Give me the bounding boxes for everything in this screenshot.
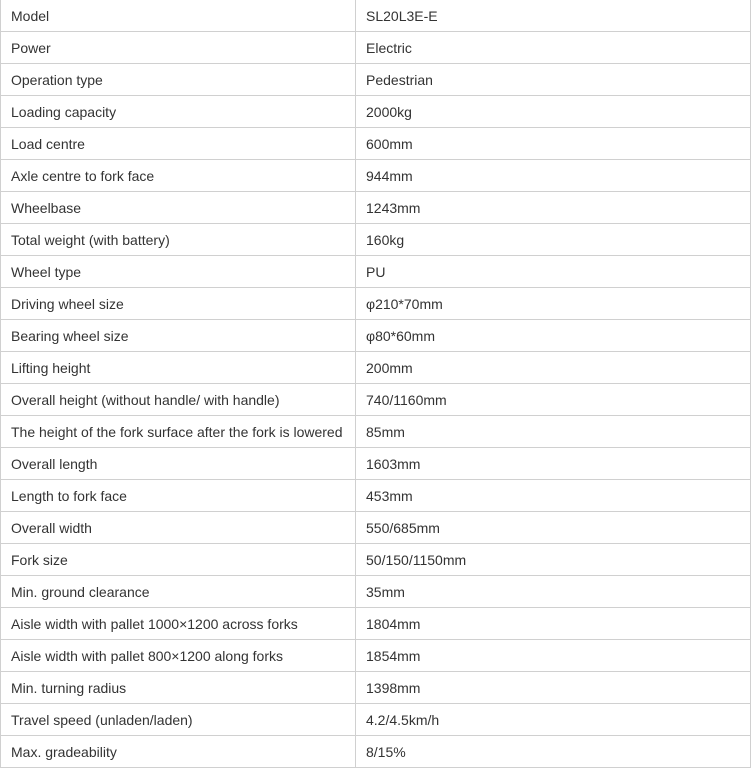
spec-value: 160kg: [356, 224, 751, 256]
spec-value: φ80*60mm: [356, 320, 751, 352]
spec-row: [1, 416, 751, 448]
spec-value: 85mm: [356, 416, 751, 448]
spec-row: [1, 32, 751, 64]
spec-row: [1, 256, 751, 288]
spec-value: 550/685mm: [356, 512, 751, 544]
spec-value: PU: [356, 256, 751, 288]
spec-label: Length to fork face: [1, 480, 356, 512]
spec-row: [1, 480, 751, 512]
spec-value: φ210*70mm: [356, 288, 751, 320]
spec-value: 35mm: [356, 576, 751, 608]
spec-value: Electric: [356, 32, 751, 64]
spec-label: Load centre: [1, 128, 356, 160]
spec-value: 2000kg: [356, 96, 751, 128]
spec-value: 600mm: [356, 128, 751, 160]
spec-label: Max. gradeability: [1, 736, 356, 768]
spec-label: Operation type: [1, 64, 356, 96]
spec-label: Overall width: [1, 512, 356, 544]
spec-label: Fork size: [1, 544, 356, 576]
spec-row: [1, 608, 751, 640]
spec-label: Min. ground clearance: [1, 576, 356, 608]
spec-label: Travel speed (unladen/laden): [1, 704, 356, 736]
spec-row: [1, 0, 751, 32]
spec-value: 8/15%: [356, 736, 751, 768]
spec-row: [1, 352, 751, 384]
spec-value: 944mm: [356, 160, 751, 192]
spec-row: [1, 160, 751, 192]
spec-label: Wheel type: [1, 256, 356, 288]
spec-row: [1, 192, 751, 224]
spec-label: Loading capacity: [1, 96, 356, 128]
spec-label: Aisle width with pallet 1000×1200 across forks: [1, 608, 356, 640]
spec-row: [1, 576, 751, 608]
spec-value: 1243mm: [356, 192, 751, 224]
spec-row: [1, 448, 751, 480]
spec-row: [1, 512, 751, 544]
spec-value: 740/1160mm: [356, 384, 751, 416]
spec-label: Lifting height: [1, 352, 356, 384]
spec-value: SL20L3E-E: [356, 0, 751, 32]
spec-row: [1, 96, 751, 128]
spec-value: 1804mm: [356, 608, 751, 640]
spec-value: 453mm: [356, 480, 751, 512]
spec-label: Model: [1, 0, 356, 32]
spec-row: [1, 640, 751, 672]
spec-label: Axle centre to fork face: [1, 160, 356, 192]
spec-value: 200mm: [356, 352, 751, 384]
spec-value: 50/150/1150mm: [356, 544, 751, 576]
spec-label: Min. turning radius: [1, 672, 356, 704]
spec-label: Aisle width with pallet 800×1200 along forks: [1, 640, 356, 672]
specification-table-body: [1, 0, 751, 768]
spec-label: The height of the fork surface after the fork is lowered: [1, 416, 356, 448]
spec-row: [1, 128, 751, 160]
spec-label: Overall height (without handle/ with handle): [1, 384, 356, 416]
spec-label: Total weight (with battery): [1, 224, 356, 256]
spec-value: 1854mm: [356, 640, 751, 672]
spec-label: Wheelbase: [1, 192, 356, 224]
spec-label: Bearing wheel size: [1, 320, 356, 352]
spec-value: 1398mm: [356, 672, 751, 704]
spec-row: [1, 288, 751, 320]
spec-row: [1, 736, 751, 768]
spec-row: [1, 224, 751, 256]
spec-row: [1, 384, 751, 416]
spec-row: [1, 320, 751, 352]
spec-value: Pedestrian: [356, 64, 751, 96]
spec-row: [1, 672, 751, 704]
spec-label: Overall length: [1, 448, 356, 480]
spec-label: Power: [1, 32, 356, 64]
spec-label: Driving wheel size: [1, 288, 356, 320]
spec-row: [1, 704, 751, 736]
spec-value: 4.2/4.5km/h: [356, 704, 751, 736]
spec-row: [1, 544, 751, 576]
spec-row: [1, 64, 751, 96]
spec-value: 1603mm: [356, 448, 751, 480]
